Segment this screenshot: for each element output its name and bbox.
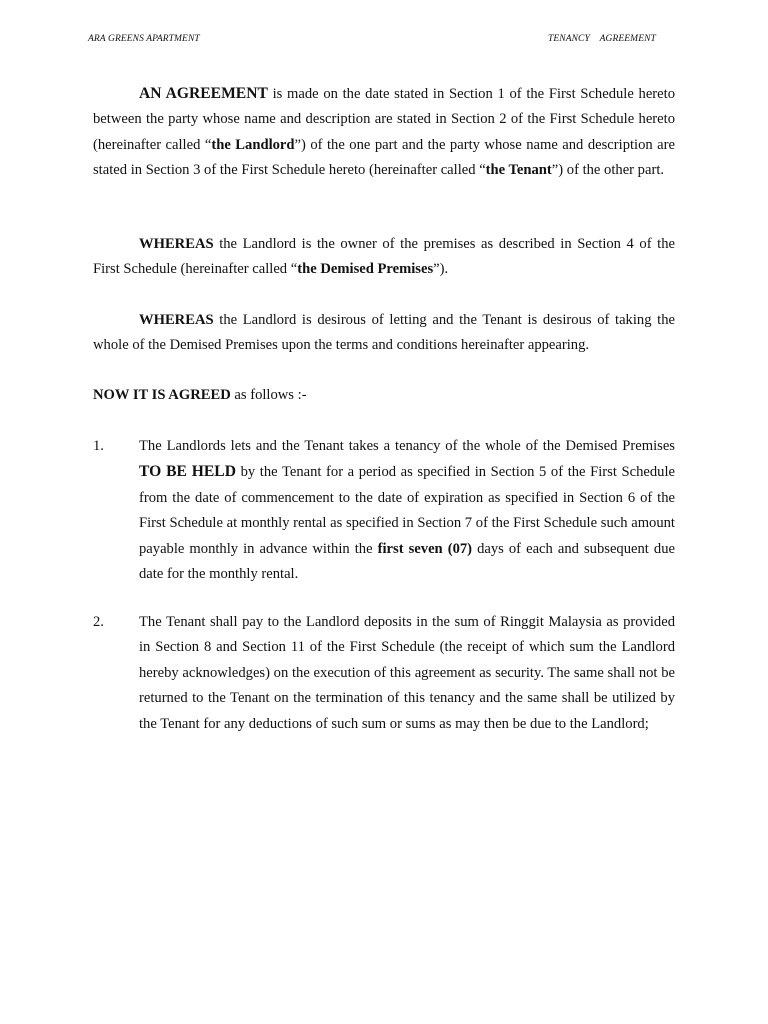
intro-bold-tenant: the Tenant	[485, 162, 552, 179]
agreed-bold-lead: NOW IT IS AGREED	[93, 387, 231, 403]
whereas-1-bold-lead: WHEREAS	[139, 236, 214, 252]
clause-2-number: 2.	[93, 614, 104, 630]
intro-text-1: is made on the date stated in Section 1 of the First Schedule hereto between the party whose name and description are stated in Section 2 of the First Schedule hereto (hereinafter called “	[93, 86, 675, 153]
intro-bold-lead: AN AGREEMENT	[139, 85, 268, 102]
whereas-letting-paragraph	[93, 308, 675, 359]
clause-1-text-1: The Landlords lets and the Tenant takes a tenancy of the whole of the Demised Premises	[139, 438, 675, 454]
whereas-1-bold-premises: the Demised Premises	[297, 261, 434, 278]
intro-text-3: ”) of the other part.	[551, 162, 665, 179]
whereas-1-text-2: ”).	[433, 261, 449, 278]
header-right-text: TENANCY AGREEMENT	[548, 34, 656, 44]
clause-2-text: The Tenant shall pay to the Landlord deposits in the sum of Ringgit Malaysia as provided in Section 8 and Section 11 of the First Schedule (the receipt of which sum the Landlord hereby acknowledges) on the execution of this agreement as security. The same shall not be returned to the Tenant on the termination of this tenancy and the same shall be utilized by the Tenant for any deductions of such sum or sums as may then be due to the Landlord;	[139, 614, 675, 732]
whereas-owner-paragraph	[93, 232, 675, 283]
whereas-2-bold-lead: WHEREAS	[139, 312, 214, 328]
clause-1-text-2: by the Tenant for a period as specified in Section 5 of the First Schedule from the date of commencement to the date of expiration as specified in Section 6 of the First Schedule at monthly rental as specified in Section 7 of the First Schedule such amount payable monthly in advance within the	[139, 464, 675, 557]
intro-bold-landlord: the Landlord	[211, 136, 295, 153]
agreed-text-1: as follows :-	[230, 387, 307, 403]
intro-text-2: ”) of the one part and the party whose name and description are stated in Section 3 of the First Schedule hereto (hereinafter called “	[93, 136, 676, 179]
header-left-text: ARA GREENS APARTMENT	[88, 34, 200, 44]
clause-1-text	[139, 434, 675, 587]
clause-1-bold-days: first seven (07)	[377, 540, 473, 557]
clause-1-number: 1.	[93, 438, 104, 454]
clause-1-text-3: days of each and subsequent due date for the monthly rental.	[139, 540, 675, 583]
whereas-2-text-1: the Landlord is desirous of letting and the Tenant is desirous of taking the whole of the Demised Premises upon the terms and conditions hereinafter appearing.	[93, 312, 675, 354]
clause-1-bold-held: TO BE HELD	[139, 463, 236, 481]
whereas-1-text-1: the Landlord is the owner of the premises as described in Section 4 of the First Schedule (hereinafter called “	[93, 236, 675, 278]
agreed-paragraph	[93, 383, 675, 408]
intro-paragraph	[93, 81, 675, 184]
